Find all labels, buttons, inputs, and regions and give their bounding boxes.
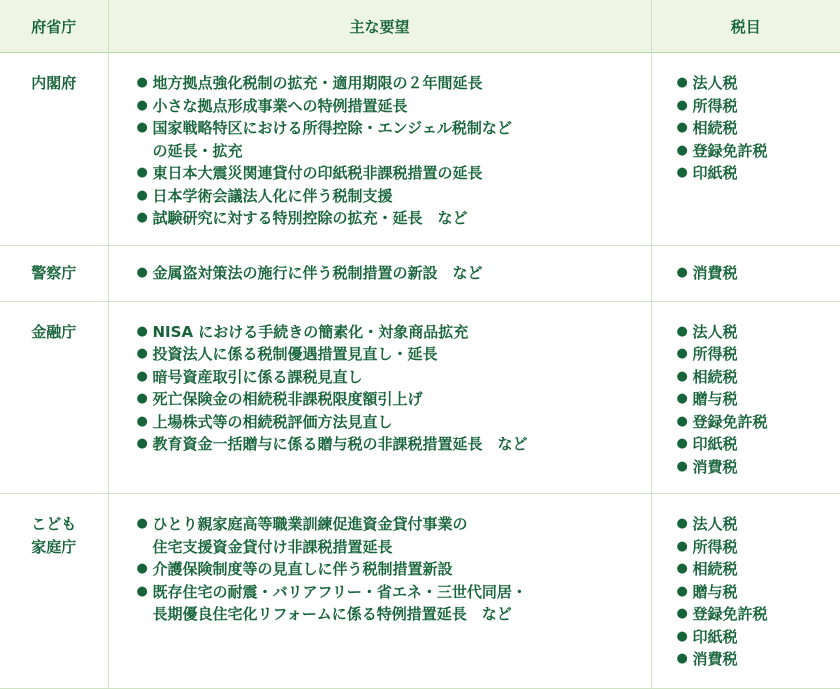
request-list (137, 262, 651, 285)
agency-name-line: 警察庁 (1, 262, 107, 285)
bullet-icon: ● (677, 140, 693, 163)
tax-name: 所得税 (693, 343, 738, 366)
request-text: 教育資金一括贈与に係る贈与税の非課税措置延長 など (153, 433, 528, 456)
request-text: 試験研究に対する特別控除の拡充・延長 など (153, 207, 468, 230)
tax-item (677, 321, 840, 344)
tax-name: 所得税 (693, 536, 738, 559)
tax-name: 法人税 (693, 513, 738, 536)
bullet-icon: ● (677, 162, 693, 185)
agency-cell (0, 494, 108, 689)
tax-item (677, 536, 840, 559)
table-row (0, 494, 840, 689)
tax-item (677, 72, 840, 95)
agency-name-line: こども (1, 513, 107, 536)
bullet-icon: ● (677, 411, 693, 434)
tax-name: 登録免許税 (693, 411, 768, 434)
tax-item (677, 513, 840, 536)
tax-name: 法人税 (693, 72, 738, 95)
bullet-icon: ● (677, 626, 693, 649)
request-text: 金属盗対策法の施行に伴う税制措置の新設 など (153, 262, 483, 285)
bullet-icon: ● (137, 321, 153, 344)
bullet-icon: ● (677, 456, 693, 479)
bullet-icon: ● (137, 117, 153, 140)
request-text: 既存住宅の耐震・バリアフリー・省エネ・三世代同居・ (153, 581, 527, 604)
tax-item (677, 456, 840, 479)
bullet-icon: ● (137, 411, 153, 434)
requests-cell (108, 301, 651, 494)
header-row (0, 0, 840, 53)
tax-item (677, 411, 840, 434)
agency-cell (0, 246, 108, 302)
request-item (137, 513, 651, 536)
bullet-icon: ● (137, 185, 153, 208)
request-text: 地方拠点強化税制の拡充・適用期限の２年間延長 (153, 72, 483, 95)
request-text: 日本学術会議法人化に伴う税制支援 (153, 185, 393, 208)
tax-name: 相続税 (693, 558, 738, 581)
agency-name-line: 内閣府 (1, 72, 107, 95)
tax-item (677, 343, 840, 366)
header-taxes: 税目 (651, 0, 840, 53)
tax-list (677, 321, 840, 479)
bullet-icon: ● (677, 388, 693, 411)
request-item (137, 162, 651, 185)
request-item (137, 185, 651, 208)
request-text: の延長・拡充 (137, 140, 243, 163)
tax-item (677, 262, 840, 285)
request-item (137, 262, 651, 285)
request-text: 投資法人に係る税制優遇措置見直し・延長 (153, 343, 438, 366)
taxes-cell (651, 53, 840, 246)
request-item (137, 388, 651, 411)
request-item-continuation (137, 140, 651, 163)
tax-name: 印紙税 (693, 626, 738, 649)
request-list (137, 72, 651, 230)
agency-name-line: 金融庁 (1, 321, 107, 344)
request-item (137, 558, 651, 581)
request-item (137, 411, 651, 434)
bullet-icon: ● (137, 162, 153, 185)
request-item (137, 433, 651, 456)
request-item (137, 95, 651, 118)
bullet-icon: ● (137, 207, 153, 230)
tax-name: 消費税 (693, 262, 738, 285)
bullet-icon: ● (677, 536, 693, 559)
request-text: 死亡保険金の相続税非課税限度額引上げ (153, 388, 423, 411)
request-item (137, 117, 651, 140)
tax-name: 登録免許税 (693, 603, 768, 626)
request-item (137, 321, 651, 344)
request-list (137, 321, 651, 456)
request-text: 長期優良住宅化リフォームに係る特例措置延長 など (137, 603, 512, 626)
bullet-icon: ● (137, 72, 153, 95)
tax-name: 相続税 (693, 366, 738, 389)
tax-name: 贈与税 (693, 388, 738, 411)
taxes-cell (651, 301, 840, 494)
bullet-icon: ● (677, 343, 693, 366)
tax-list (677, 513, 840, 671)
header-requests: 主な要望 (108, 0, 651, 53)
request-text: 東日本大震災関連貸付の印紙税非課税措置の延長 (153, 162, 483, 185)
tax-item (677, 558, 840, 581)
request-text: 国家戦略特区における所得控除・エンジェル税制など (153, 117, 512, 140)
tax-item (677, 117, 840, 140)
bullet-icon: ● (677, 648, 693, 671)
tax-name: 相続税 (693, 117, 738, 140)
requests-cell (108, 494, 651, 689)
request-text: 小さな拠点形成事業への特例措置延長 (153, 95, 408, 118)
taxes-cell (651, 246, 840, 302)
agency-cell (0, 301, 108, 494)
agency-cell (0, 53, 108, 246)
bullet-icon: ● (677, 513, 693, 536)
tax-name: 消費税 (693, 456, 738, 479)
bullet-icon: ● (137, 388, 153, 411)
bullet-icon: ● (137, 366, 153, 389)
request-text: ひとり親家庭高等職業訓練促進資金貸付事業の (153, 513, 468, 536)
request-item (137, 581, 651, 604)
tax-item (677, 603, 840, 626)
requests-cell (108, 53, 651, 246)
tax-list (677, 262, 840, 285)
bullet-icon: ● (677, 262, 693, 285)
table-row (0, 246, 840, 302)
agency-name-line: 家庭庁 (1, 536, 107, 559)
tax-item (677, 648, 840, 671)
request-item (137, 207, 651, 230)
taxes-cell (651, 494, 840, 689)
tax-item (677, 433, 840, 456)
bullet-icon: ● (677, 603, 693, 626)
tax-name: 所得税 (693, 95, 738, 118)
tax-name: 法人税 (693, 321, 738, 344)
request-item-continuation (137, 536, 651, 559)
table-row (0, 53, 840, 246)
request-item (137, 72, 651, 95)
request-item (137, 366, 651, 389)
table-row (0, 301, 840, 494)
tax-item (677, 95, 840, 118)
tax-name: 印紙税 (693, 162, 738, 185)
bullet-icon: ● (137, 433, 153, 456)
request-list (137, 513, 651, 626)
tax-name: 印紙税 (693, 433, 738, 456)
request-text: 上場株式等の相続税評価方法見直し (153, 411, 393, 434)
request-item-continuation (137, 603, 651, 626)
bullet-icon: ● (677, 433, 693, 456)
bullet-icon: ● (137, 262, 153, 285)
bullet-icon: ● (677, 72, 693, 95)
bullet-icon: ● (677, 366, 693, 389)
tax-item (677, 388, 840, 411)
request-text: 介護保険制度等の見直しに伴う税制措置新設 (153, 558, 453, 581)
tax-item (677, 140, 840, 163)
bullet-icon: ● (137, 581, 153, 604)
tax-item (677, 626, 840, 649)
bullet-icon: ● (677, 117, 693, 140)
tax-name: 消費税 (693, 648, 738, 671)
request-text: 住宅支援資金貸付け非課税措置延長 (137, 536, 393, 559)
tax-list (677, 72, 840, 185)
bullet-icon: ● (137, 513, 153, 536)
tax-item (677, 366, 840, 389)
tax-item (677, 162, 840, 185)
bullet-icon: ● (137, 95, 153, 118)
tax-item (677, 581, 840, 604)
request-text: NISA における手続きの簡素化・対象商品拡充 (153, 321, 469, 344)
request-item (137, 343, 651, 366)
tax-name: 贈与税 (693, 581, 738, 604)
bullet-icon: ● (677, 581, 693, 604)
request-text: 暗号資産取引に係る課税見直し (153, 366, 363, 389)
tax-name: 登録免許税 (693, 140, 768, 163)
bullet-icon: ● (677, 321, 693, 344)
header-agency: 府省庁 (0, 0, 108, 53)
bullet-icon: ● (677, 558, 693, 581)
bullet-icon: ● (137, 343, 153, 366)
bullet-icon: ● (137, 558, 153, 581)
requests-cell (108, 246, 651, 302)
bullet-icon: ● (677, 95, 693, 118)
